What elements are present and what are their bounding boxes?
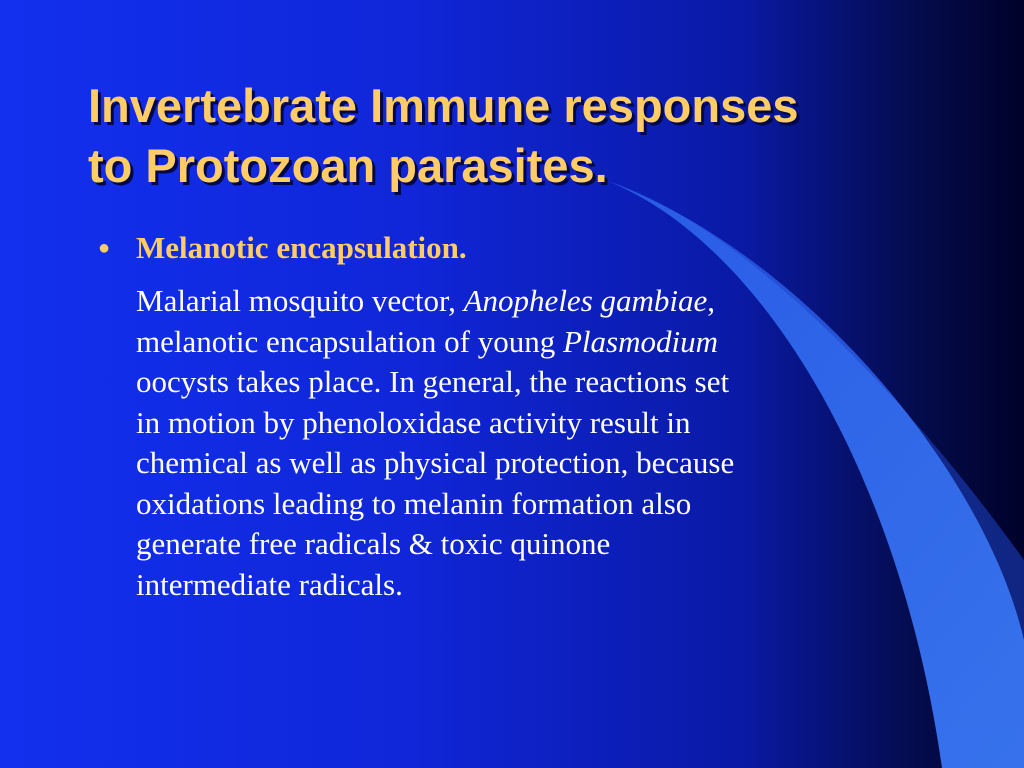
- body-line: oocysts takes place. In general, the reactions set: [136, 364, 730, 399]
- bullet-heading: Melanotic encapsulation.: [136, 230, 467, 265]
- body-line: in motion by phenoloxidase activity result in: [136, 404, 691, 440]
- body-line: [136, 322, 936, 363]
- body-line: [136, 281, 936, 322]
- body-text: Malarial mosquito vector,: [136, 283, 464, 318]
- body-text: melanotic encapsulation of young: [136, 323, 563, 359]
- body-line: chemical as well as physical protection, because: [136, 445, 735, 480]
- body-paragraph: [136, 281, 936, 605]
- bullet-dot-icon: ●: [98, 237, 111, 259]
- genus-name-italic: Plasmodium: [563, 323, 718, 359]
- body-text: ,: [707, 283, 716, 318]
- body-line: intermediate radicals.: [136, 566, 403, 602]
- body-line: generate free radicals & toxic quinone: [136, 526, 611, 561]
- title-line-2: to Protozoan parasites.: [88, 139, 608, 192]
- species-name-italic: Anopheles gambiae: [463, 283, 708, 318]
- slide-title: [88, 76, 988, 196]
- body-line: oxidations leading to melanin formation also: [136, 485, 692, 521]
- title-line-1: Invertebrate Immune responses: [88, 79, 799, 132]
